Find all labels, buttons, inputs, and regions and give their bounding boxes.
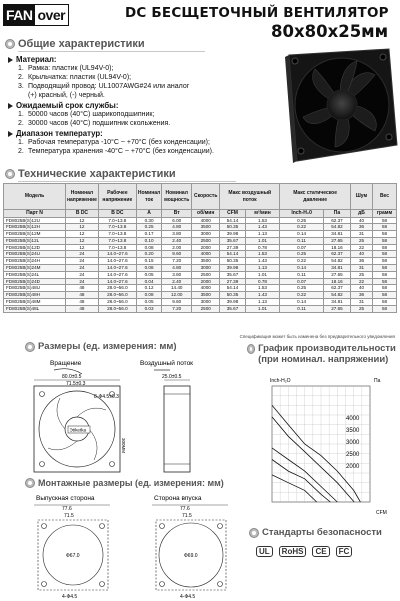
table-cell: 62.37	[323, 217, 350, 224]
table-cell: 25	[351, 271, 373, 278]
table-cell: 27.39	[220, 278, 246, 285]
table-row	[4, 292, 397, 299]
table-cell: 0.78	[245, 278, 279, 285]
mount-dim-715: 71.5	[64, 513, 74, 519]
table-cell: 18.16	[323, 244, 350, 251]
table-cell: 54.82	[323, 292, 350, 299]
table-cell: 39.98	[220, 265, 246, 272]
table-cell: 14.0~27.6	[98, 278, 136, 285]
section-bullet-icon	[26, 479, 34, 487]
table-cell: 58	[373, 305, 397, 312]
general-specs	[8, 54, 268, 156]
table-cell: 54.82	[323, 224, 350, 231]
table-cell: 24	[66, 271, 99, 278]
table-row	[4, 244, 397, 251]
list-item: (+) красный, (-) черный.	[28, 92, 105, 99]
col-header: Номинал напряжение	[66, 184, 99, 210]
table-cell: 1.01	[245, 305, 279, 312]
table-cell: 1.13	[245, 299, 279, 306]
table-cell: 14.0~27.6	[98, 271, 136, 278]
table-cell: 12	[66, 237, 99, 244]
table-cell: 0.07	[280, 278, 324, 285]
table-cell: 1.53	[245, 251, 279, 258]
tech-heading: Технические характеристики	[6, 168, 176, 180]
table-cell: 1.13	[245, 265, 279, 272]
table-cell: 0.22	[280, 224, 324, 231]
unit-header: A	[136, 210, 161, 218]
table-cell: 4000	[192, 285, 220, 292]
table-cell: FD8025B(S)12L	[4, 237, 66, 244]
table-row	[4, 278, 397, 285]
table-cell: 12	[66, 231, 99, 238]
table-cell: 34.81	[323, 265, 350, 272]
logo-over: over	[37, 7, 66, 23]
table-cell: 0.08	[136, 265, 161, 272]
table-row	[4, 217, 397, 224]
table-cell: 58	[373, 285, 397, 292]
mount-dim-69: Ф69.0	[184, 553, 198, 559]
table-cell: 27.65	[323, 237, 350, 244]
table-cell: 7.0~13.8	[98, 237, 136, 244]
mount-dim-776-right: 77.6	[180, 506, 190, 512]
table-cell: 35.67	[220, 237, 246, 244]
arrow-right-icon	[8, 103, 13, 109]
table-cell: FD8025B(S)24L	[4, 271, 66, 278]
table-cell: 7.0~13.8	[98, 231, 136, 238]
table-cell: 54.14	[220, 217, 246, 224]
table-cell: 36	[351, 292, 373, 299]
table-cell: 0.25	[136, 224, 161, 231]
table-cell: 24	[66, 265, 99, 272]
table-cell: 0.14	[280, 231, 324, 238]
table-row	[4, 231, 397, 238]
col-header: Макс статическое давление	[280, 184, 351, 210]
page-title: DC БЕСЩЕТОЧНЫЙ ВЕНТИЛЯТОР	[125, 5, 389, 21]
table-cell: 58	[373, 271, 397, 278]
table-cell: 14.0~27.6	[98, 265, 136, 272]
table-cell: 28.0~56.0	[98, 299, 136, 306]
section-bullet-icon	[250, 529, 258, 537]
cert-fc-icon: FC	[336, 546, 353, 557]
table-cell: 3000	[192, 265, 220, 272]
spec-note: Спецификация может быть изменена без предварительного уведомления	[239, 334, 395, 339]
mount-holes-right: 4-Ф4.5	[180, 594, 196, 600]
table-cell: 0.11	[280, 237, 324, 244]
col-header: Скорость	[192, 184, 220, 210]
table-cell: 2500	[192, 237, 220, 244]
tech-table-body	[4, 217, 397, 312]
dim-80: 80.0±0.5	[62, 374, 82, 380]
lead-length: 300MM	[121, 438, 126, 454]
table-cell: 0.08	[136, 244, 161, 251]
table-cell: 9.60	[162, 299, 192, 306]
table-cell: 0.05	[136, 271, 161, 278]
table-cell: 14.0~27.6	[98, 251, 136, 258]
table-cell: 50.35	[220, 224, 246, 231]
table-cell: 1.43	[245, 258, 279, 265]
table-cell: 4000	[192, 251, 220, 258]
table-cell: 0.15	[136, 258, 161, 265]
table-cell: 3.80	[162, 231, 192, 238]
table-cell: FD8025B(S)24U	[4, 251, 66, 258]
table-cell: 50.35	[220, 258, 246, 265]
table-cell: 0.14	[280, 265, 324, 272]
performance-chart	[248, 372, 398, 520]
table-cell: 22	[351, 278, 373, 285]
table-cell: 1.01	[245, 271, 279, 278]
dim-depth: 25.0±0.5	[162, 374, 182, 380]
fan-photo	[271, 45, 399, 165]
unit-header: Парт N	[4, 210, 66, 218]
unit-header: м³/мин	[245, 210, 279, 218]
table-cell: 0.78	[245, 244, 279, 251]
table-cell: 35.67	[220, 305, 246, 312]
arrow-right-icon	[8, 57, 13, 63]
list-item: 2. Крыльчатка: пластик (UL94V-0);	[18, 74, 132, 81]
table-cell: 24	[66, 278, 99, 285]
col-header: Модель	[4, 184, 66, 210]
table-cell: 0.30	[136, 217, 161, 224]
table-cell: 3.60	[162, 271, 192, 278]
series-label: 4000	[346, 416, 360, 422]
table-cell: 0.11	[280, 271, 324, 278]
chart-xlabel: CFM	[376, 510, 387, 516]
table-cell: 3000	[192, 231, 220, 238]
life-title: Ожидаемый срок службы:	[8, 101, 268, 110]
rotation-label: Вращение	[50, 360, 82, 367]
table-cell: 1.13	[245, 231, 279, 238]
table-cell: 50.35	[220, 292, 246, 299]
table-cell: 2000	[192, 278, 220, 285]
table-cell: 28.0~56.0	[98, 292, 136, 299]
table-cell: 35.67	[220, 271, 246, 278]
table-cell: 0.25	[280, 251, 324, 258]
table-cell: 12	[66, 217, 99, 224]
mount-heading: Монтажные размеры (ед. измерения: мм)	[26, 478, 224, 488]
table-cell: 58	[373, 237, 397, 244]
mount-dim-776: 77.6	[62, 506, 72, 512]
col-header: Номинал мощность	[162, 184, 192, 210]
list-item: 1. Рамка: пластик (UL94V-0);	[18, 65, 114, 72]
table-cell: 58	[373, 231, 397, 238]
mount-dim-67: Ф67.0	[66, 553, 80, 559]
chart-ylabel: Inch-H₂O	[270, 378, 291, 384]
table-cell: 31	[351, 299, 373, 306]
table-cell: 0.07	[280, 244, 324, 251]
table-cell: 22	[351, 244, 373, 251]
table-cell: 4000	[192, 217, 220, 224]
sizes-heading: Размеры (ед. измерения: мм)	[26, 341, 177, 352]
section-bullet-icon	[248, 345, 254, 353]
mount-dim-715-right: 71.5	[182, 513, 192, 519]
col-header: Номинал ток	[136, 184, 161, 210]
series-line	[272, 417, 354, 502]
table-cell: FD8025B(S)48H	[4, 292, 66, 299]
table-cell: 27.65	[323, 271, 350, 278]
table-cell: 36	[351, 224, 373, 231]
cert-rohs-icon: RoHS	[279, 546, 307, 557]
table-row	[4, 271, 397, 278]
table-cell: 58	[373, 292, 397, 299]
table-cell: 2.40	[162, 278, 192, 285]
table-cell: 40	[351, 251, 373, 258]
table-cell: 0.14	[280, 299, 324, 306]
arrow-right-icon	[8, 131, 13, 137]
table-cell: 39.98	[220, 299, 246, 306]
table-cell: 48	[66, 292, 99, 299]
table-cell: 58	[373, 244, 397, 251]
table-cell: 1.01	[245, 237, 279, 244]
intake-label: Сторона впуска	[154, 495, 202, 502]
table-cell: 40	[351, 285, 373, 292]
table-cell: 3500	[192, 258, 220, 265]
table-cell: 24	[66, 258, 99, 265]
table-cell: FD8025B(S)24M	[4, 265, 66, 272]
table-cell: FD8025B(S)12M	[4, 231, 66, 238]
table-row	[4, 285, 397, 292]
section-bullet-icon	[26, 343, 34, 351]
table-cell: 7.0~13.8	[98, 224, 136, 231]
table-cell: 58	[373, 251, 397, 258]
cert-row	[256, 539, 396, 563]
table-cell: 4.80	[162, 224, 192, 231]
logo-fan: FAN	[6, 7, 33, 23]
col-header: Рабочее напряжение	[98, 184, 136, 210]
table-cell: 12	[66, 224, 99, 231]
table-cell: 39.98	[220, 231, 246, 238]
table-cell: 58	[373, 265, 397, 272]
table-cell: 54.14	[220, 285, 246, 292]
table-cell: FD8025B(S)48M	[4, 299, 66, 306]
table-row	[4, 224, 397, 231]
table-cell: 1.43	[245, 292, 279, 299]
general-heading: Общие характеристики	[6, 38, 145, 50]
table-cell: 7.0~13.8	[98, 244, 136, 251]
brand-logo	[3, 4, 69, 26]
table-cell: 36	[351, 258, 373, 265]
table-cell: 27.39	[220, 244, 246, 251]
table-cell: 9.60	[162, 251, 192, 258]
table-row	[4, 265, 397, 272]
table-cell: 58	[373, 258, 397, 265]
table-cell: 12.00	[162, 292, 192, 299]
table-cell: FD8025B(S)24H	[4, 258, 66, 265]
unit-header: CFM	[220, 210, 246, 218]
table-cell: 54.14	[220, 251, 246, 258]
table-cell: 14.0~27.6	[98, 258, 136, 265]
table-cell: 7.20	[162, 258, 192, 265]
table-cell: 2000	[192, 244, 220, 251]
list-item: 3. Подводящий провод: UL1007AWG#24 или аналог	[18, 83, 190, 90]
table-cell: 0.10	[136, 237, 161, 244]
cert-ul-icon: UL	[256, 546, 273, 557]
mount-holes-left: 4-Ф4.5	[62, 594, 78, 600]
table-row	[4, 237, 397, 244]
dim-715: 71.5±0.3	[66, 381, 86, 387]
table-cell: 3500	[192, 292, 220, 299]
unit-header: Inch-H₂0	[280, 210, 324, 218]
list-item: 2. Температура хранения -40°C ~ +70°C (без конденсации).	[18, 148, 214, 155]
table-cell: 6.00	[162, 217, 192, 224]
table-cell: 0.11	[280, 305, 324, 312]
unit-header: B DC	[66, 210, 99, 218]
table-cell: 31	[351, 231, 373, 238]
table-cell: 2500	[192, 271, 220, 278]
chart-ylabel-right: Па	[374, 378, 381, 384]
list-item: 2. 30000 часов (40°C) подшипник скольжения.	[18, 120, 171, 127]
table-cell: 2500	[192, 305, 220, 312]
table-cell: 28.0~56.0	[98, 285, 136, 292]
table-cell: 0.08	[136, 292, 161, 299]
table-cell: 0.03	[136, 305, 161, 312]
unit-header: грамм	[373, 210, 397, 218]
table-cell: 58	[373, 299, 397, 306]
unit-header: Па	[323, 210, 350, 218]
fan-dimensions: 80x80x25мм	[271, 22, 389, 41]
table-cell: 0.22	[280, 292, 324, 299]
list-item: 1. Рабочая температура -10°C ~ +70°C (без конденсации);	[18, 139, 210, 146]
standards-heading: Стандарты безопасности	[250, 527, 382, 538]
exhaust-label: Выпускная сторона	[36, 495, 95, 502]
series-line	[272, 475, 317, 502]
table-cell: 0.25	[280, 217, 324, 224]
table-cell: 58	[373, 217, 397, 224]
table-cell: 25	[351, 305, 373, 312]
series-label: 3500	[346, 428, 360, 434]
table-cell: 27.65	[323, 305, 350, 312]
perf-heading: График производительности (при номинал. напряжении)	[248, 343, 398, 365]
table-row	[4, 258, 397, 265]
table-cell: 0.04	[136, 278, 161, 285]
table-row	[4, 251, 397, 258]
table-cell: 0.22	[280, 258, 324, 265]
table-row	[4, 299, 397, 306]
table-cell: 0.05	[136, 299, 161, 306]
table-cell: FD8025B(S)12U	[4, 217, 66, 224]
chart-labels	[346, 416, 360, 470]
temp-title: Диапазон температур:	[8, 129, 268, 138]
table-cell: FD8025B(S)48L	[4, 305, 66, 312]
table-cell: 0.12	[136, 285, 161, 292]
col-header: Шум	[351, 184, 373, 210]
unit-header: Вт	[162, 210, 192, 218]
table-cell: 18.16	[323, 278, 350, 285]
col-header: Вес	[373, 184, 397, 210]
table-cell: 7.0~13.8	[98, 217, 136, 224]
table-cell: 0.25	[280, 285, 324, 292]
table-cell: 54.82	[323, 258, 350, 265]
table-cell: 62.37	[323, 251, 350, 258]
unit-header: об/мин	[192, 210, 220, 218]
unit-header: B DC	[98, 210, 136, 218]
table-cell: 1.43	[245, 224, 279, 231]
table-cell: 48	[66, 285, 99, 292]
unit-header: дБ	[351, 210, 373, 218]
table-cell: FD8025B(S)12H	[4, 224, 66, 231]
table-cell: 48	[66, 299, 99, 306]
table-cell: 25	[351, 237, 373, 244]
fan-label-sticker: Эtiketka	[69, 427, 87, 433]
table-cell: 2.00	[162, 244, 192, 251]
section-bullet-icon	[6, 170, 14, 178]
table-cell: 48	[66, 305, 99, 312]
table-cell: 34.81	[323, 231, 350, 238]
series-line	[272, 460, 330, 503]
table-cell: 3500	[192, 224, 220, 231]
table-row	[4, 305, 397, 312]
table-cell: FD8025B(S)24D	[4, 278, 66, 285]
table-cell: 14.40	[162, 285, 192, 292]
tech-table	[3, 183, 397, 313]
series-label: 2500	[346, 452, 360, 458]
material-title: Материал:	[8, 55, 268, 64]
series-label: 3000	[346, 440, 360, 446]
table-cell: 1.53	[245, 285, 279, 292]
airflow-label: Воздушный поток	[140, 360, 194, 367]
col-header: Макс воздушный поток	[220, 184, 280, 210]
table-cell: 0.20	[136, 251, 161, 258]
cert-ce-icon: CE	[312, 546, 329, 557]
table-cell: 40	[351, 217, 373, 224]
section-bullet-icon	[6, 40, 14, 48]
mount-drawing	[14, 490, 254, 600]
table-cell: 0.17	[136, 231, 161, 238]
table-cell: 24	[66, 251, 99, 258]
table-cell: 58	[373, 224, 397, 231]
table-cell: 62.37	[323, 285, 350, 292]
list-item: 1. 50000 часов (40°C) шарикоподшипник;	[18, 111, 155, 118]
table-cell: 7.20	[162, 305, 192, 312]
dim-holes: 8-Ф4.5±0.3	[94, 394, 119, 400]
series-label: 2000	[346, 464, 360, 470]
table-cell: 1.53	[245, 217, 279, 224]
table-cell: 34.81	[323, 299, 350, 306]
table-cell: 12	[66, 244, 99, 251]
table-cell: FD8025B(S)12D	[4, 244, 66, 251]
table-cell: 31	[351, 265, 373, 272]
table-cell: 58	[373, 278, 397, 285]
size-drawing	[14, 356, 214, 478]
table-cell: 4.80	[162, 265, 192, 272]
table-cell: 28.0~56.0	[98, 305, 136, 312]
table-cell: 3000	[192, 299, 220, 306]
table-cell: FD8025B(S)48U	[4, 285, 66, 292]
table-cell: 2.40	[162, 237, 192, 244]
